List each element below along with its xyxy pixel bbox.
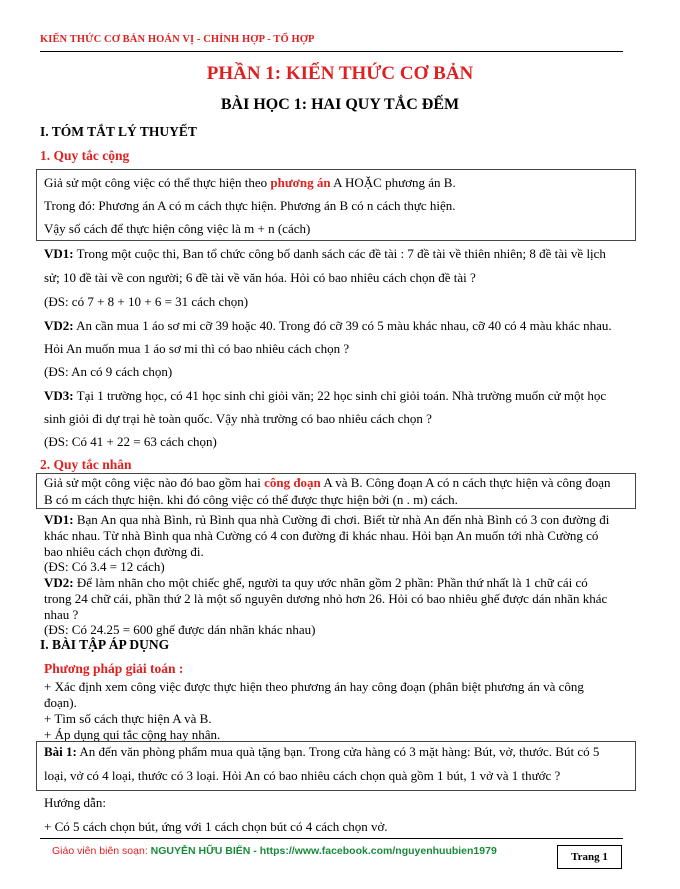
add-example3-line2: sinh giỏi đi dự trại hè toàn quốc. Vậy nhà trường có bao nhiêu cách chọn ? [44, 411, 432, 426]
exercise1-line2: loại, vở có 4 loại, thước có 3 loại. Hỏi An có bao nhiêu cách chọn quà gồm 1 bút, 1 vở và 1 thước ? [44, 768, 561, 783]
rule-multiply-heading: 2. Quy tắc nhân [40, 457, 132, 472]
add-example2-line1: VD2: An cần mua 1 áo sơ mi cỡ 39 hoặc 40. Trong đó cỡ 39 có 5 màu khác nhau, cỡ 40 có 4 màu khác nhau. [44, 318, 612, 333]
method-heading: Phương pháp giải toán : [44, 661, 184, 676]
mul-example2-line2: trong 24 chữ cái, phần thứ 2 là một số nguyên dương nhỏ hơn 26. Hỏi có bao nhiêu ghế được dán nhãn khác [44, 591, 608, 606]
add-example3-line1: VD3: Tại 1 trường học, có 41 học sinh chỉ giỏi văn; 22 học sinh chỉ giỏi toán. Nhà trường muốn cử một học [44, 388, 607, 403]
footer-credit: Giáo viên biên soạn: NGUYỄN HỮU BIỂN - https://www.facebook.com/nguyenhuubien1979 [52, 845, 497, 857]
mul-example2-line3: nhau ? [44, 607, 79, 622]
rule-add-box-line1: Giả sử một công việc có thể thực hiện theo phương án A HOẶC phương án B. [44, 175, 456, 190]
part-title: PHẦN 1: KIẾN THỨC CƠ BẢN [206, 63, 474, 84]
add-example2-answer: (ĐS: An có 9 cách chọn) [44, 364, 173, 379]
rule-multiply-box-line2: B có m cách thực hiện. khi đó công việc có thể được thực hiện bởi (n . m) cách. [44, 492, 458, 507]
section-heading-theory: I. TÓM TẮT LÝ THUYẾT [40, 124, 197, 139]
mul-example1-line2: khác nhau. Từ nhà Bình qua nhà Cường có 4 con đường đi khác nhau. Hỏi bạn An muốn tới nhà Cường có [44, 528, 599, 543]
rule-add-box-line3: Vậy số cách để thực hiện công việc là m + n (cách) [44, 221, 311, 236]
rule-add-box-line2: Trong đó: Phương án A có m cách thực hiện. Phương án B có n cách thực hiện. [44, 198, 456, 213]
running-header: KIẾN THỨC CƠ BẢN HOÁN VỊ - CHỈNH HỢP - TỔ HỢP [40, 34, 315, 45]
mul-example2-answer: (ĐS: Có 24.25 = 600 ghế được dán nhãn khác nhau) [44, 622, 316, 637]
mul-example1-line3: bao nhiêu cách chọn đường đi. [44, 544, 204, 559]
footer-divider [40, 838, 623, 839]
lesson-title: BÀI HỌC 1: HAI QUY TẮC ĐẾM [220, 96, 460, 113]
method-line4: + Áp dụng qui tắc cộng hay nhân. [44, 727, 221, 742]
add-example1-line1: VD1: Trong một cuộc thi, Ban tổ chức công bố danh sách các đề tài : 7 đề tài về thiên nhiên; 8 đề tài về lịch [44, 246, 606, 261]
page-number: Trang 1 [557, 845, 622, 869]
add-example1-answer: (ĐS: có 7 + 8 + 10 + 6 = 31 cách chọn) [44, 294, 249, 309]
guide-label: Hướng dẫn: [44, 795, 106, 810]
add-example3-answer: (ĐS: Có 41 + 22 = 63 cách chọn) [44, 434, 217, 449]
method-line3: + Tìm số cách thực hiện A và B. [44, 711, 212, 726]
method-line2: đoạn). [44, 695, 77, 710]
guide-line1: + Có 5 cách chọn bút, ứng với 1 cách chọn bút có 4 cách chọn vở. [44, 819, 388, 834]
exercise1-line1: Bài 1: An đến văn phòng phẩm mua quà tặng bạn. Trong cửa hàng có 3 mặt hàng: Bút, vở, thước. Bút có 5 [44, 744, 600, 759]
section-heading-exercises: I. BÀI TẬP ÁP DỤNG [40, 637, 170, 652]
add-example1-line2: sử; 10 đề tài về con người; 6 đề tài về văn hóa. Hỏi có bao nhiêu cách chọn đề tài ? [44, 270, 476, 285]
mul-example2-line1: VD2: Để làm nhãn cho một chiếc ghế, người ta quy ước nhãn gồm 2 phần: Phần thứ nhất là 1 chữ cái có [44, 575, 588, 590]
add-example2-line2: Hỏi An muốn mua 1 áo sơ mi thì có bao nhiêu cách chọn ? [44, 341, 350, 356]
mul-example1-answer: (ĐS: Có 3.4 = 12 cách) [44, 559, 165, 574]
mul-example1-line1: VD1: Bạn An qua nhà Bình, rủ Bình qua nhà Cường đi chơi. Biết từ nhà An đến nhà Bình có 3 con đường đi [44, 512, 610, 527]
header-divider [40, 51, 623, 52]
rule-multiply-box-line1: Giả sử một công việc nào đó bao gồm hai công đoạn A và B. Công đoạn A có n cách thực hiện và công đoạn [44, 475, 611, 490]
method-line1: + Xác định xem công việc được thực hiện theo phương án hay công đoạn (phân biệt phương án và công [44, 679, 584, 694]
rule-add-heading: 1. Quy tắc cộng [40, 148, 130, 163]
facebook-link[interactable]: https://www.facebook.com/nguyenhuubien1979 [259, 845, 497, 857]
